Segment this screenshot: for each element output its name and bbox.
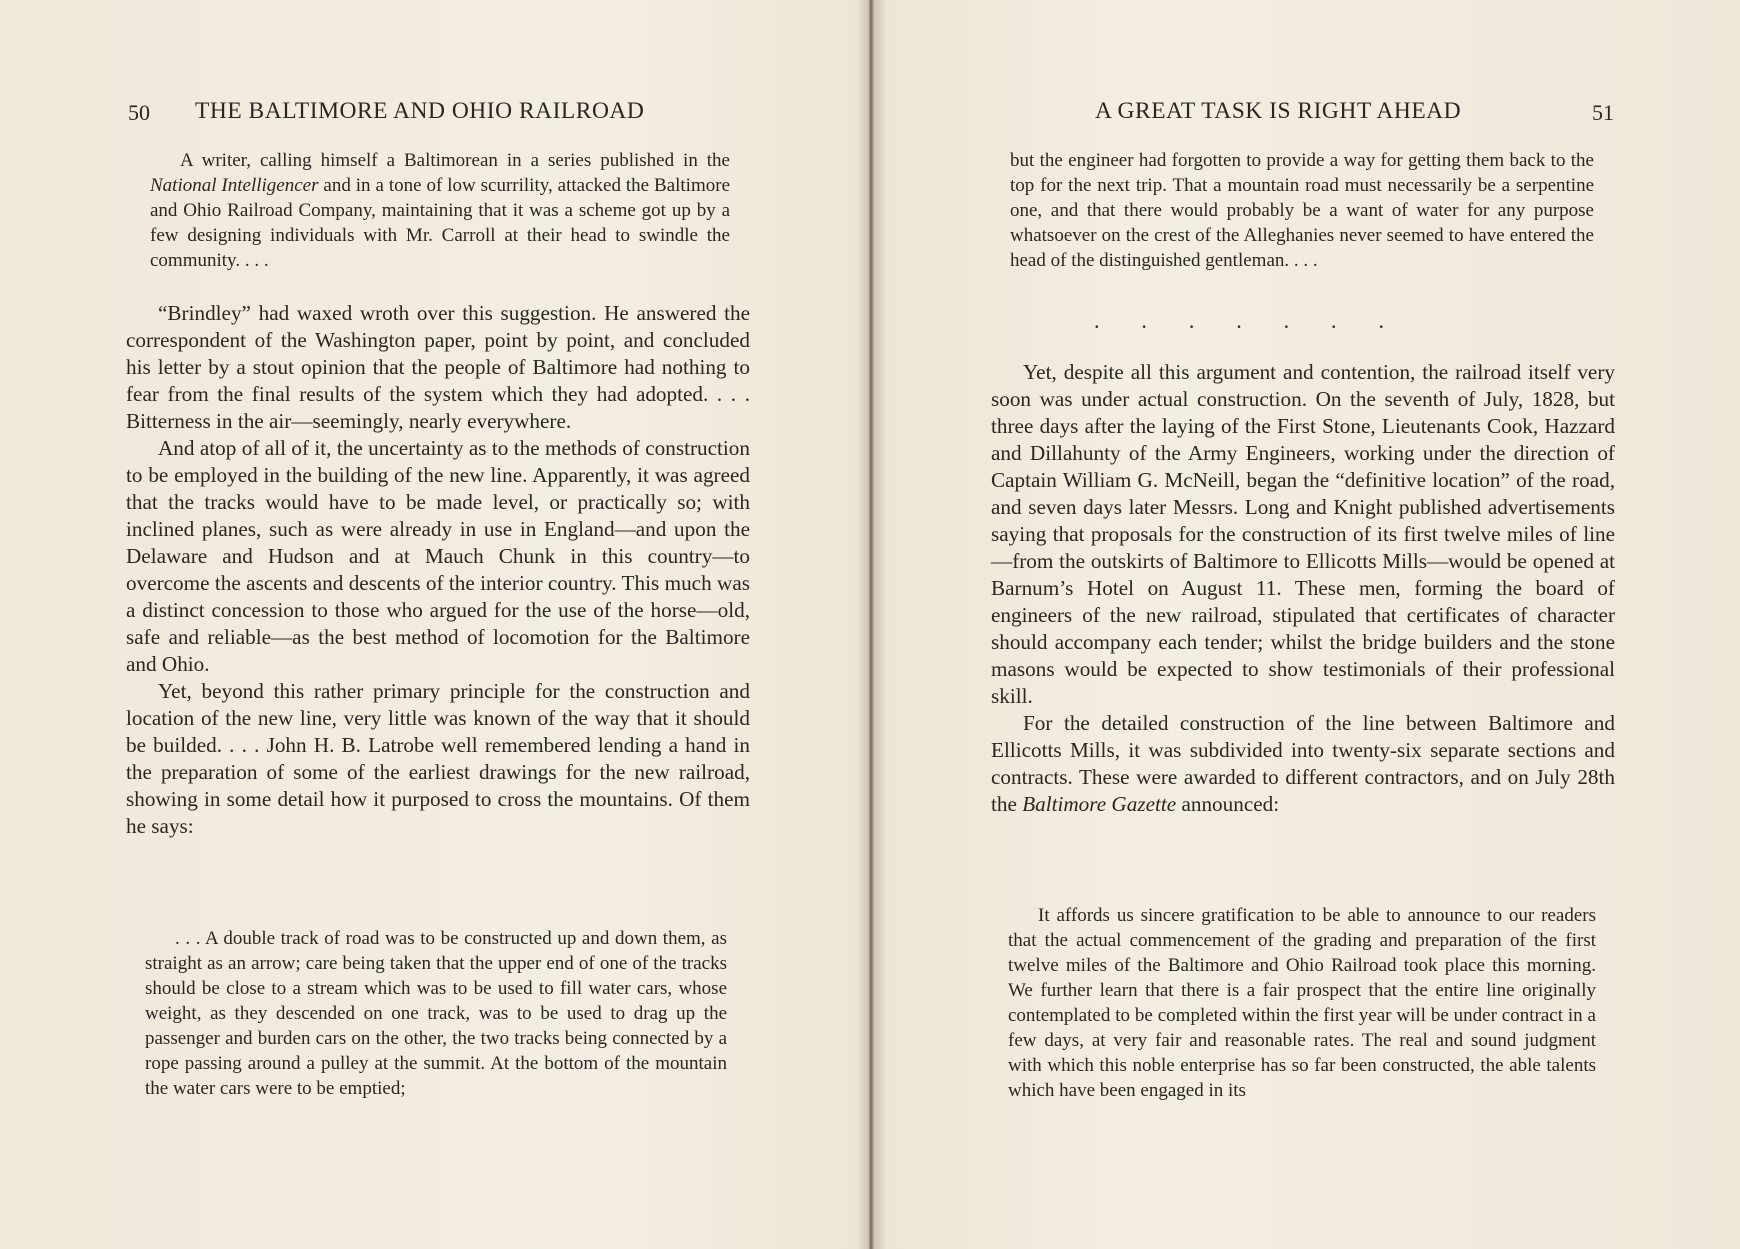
- italic-title: Baltimore Gazette: [1022, 792, 1177, 816]
- body-text-left: [126, 300, 750, 840]
- quote-continuation: but the engineer had forgotten to provide a way for getting them back to the top for the next trip. That a mountain road must necessarily be a serpentine one, and that there would probably be a want of water for any purpose whatsoever on the crest of the Alleghanies never seemed to have entered the head of the distinguished gentleman. . . .: [1010, 150, 1594, 271]
- body-text-right: [991, 359, 1615, 818]
- page-number-right: 51: [1592, 100, 1614, 125]
- dot: .: [1094, 308, 1100, 333]
- quote-text: A writer, calling himself a Baltimorean in a series published in the: [180, 150, 730, 171]
- quote-paragraph-latrobe: . . . A double track of road was to be constructed up and down them, as straight as an arrow; care being taken that the upper end of one of the tracks should be close to a stream which was to be used to fill water cars, whose weight, as they descended on one track, was to be used to drag up the passenger and burden cars on the other, the two tracks being connected by a rope passing around a pulley at the summit. At the bottom of the mountain the water cars were to be emptied;: [145, 928, 727, 1099]
- quote-paragraph-gazette: It affords us sincere gratification to be able to announce to our readers that the actual commencement of the grading and preparation of the first twelve miles of the Baltimore and Ohio Railroad took place this morning. We further learn that there is a fair prospect that the entire line originally contemplated to be completed within the first year will be under contract in a few days, at very fair and reasonable rates. The real and sound judgment with which this noble enterprise has so far been constructed, the able talents which have been engaged in its: [1008, 905, 1596, 1101]
- block-quote-2-right: [1008, 903, 1596, 1103]
- paragraph-text: announced:: [1176, 792, 1280, 816]
- block-quote-1-left: [150, 148, 730, 273]
- page-number-left: 50: [128, 100, 150, 125]
- italic-title: National Intelligencer: [150, 175, 319, 196]
- paragraph-yet-beyond: Yet, beyond this rather primary principle for the construction and location of the new line, very little was known of the way that it should be builded. . . . John H. B. Latrobe well remembered lending a hand in the preparation of some of the earliest drawings for the new railroad, showing in some detail how it purposed to cross the mountains. Of them he says:: [126, 679, 750, 838]
- paragraph-text: For the detailed construction of the line between Baltimore and Ellicotts Mills, it was subdivided into twenty-six separate sections and contracts. These were awarded to different contractors, and on July 28th the: [991, 711, 1615, 816]
- paragraph-detailed-construction: [991, 710, 1615, 818]
- dot: .: [1283, 308, 1290, 333]
- block-quote-2-left: [145, 926, 727, 1101]
- block-quote-1-right: [1010, 148, 1594, 273]
- dot: .: [1188, 308, 1195, 333]
- dot: .: [1236, 308, 1242, 333]
- running-head-left: THE BALTIMORE AND OHIO RAILROAD: [195, 98, 645, 124]
- paragraph-brindley: “Brindley” had waxed wroth over this suggestion. He answered the correspondent of the Washington paper, point by point, and concluded his letter by a stout opinion that the people of Baltimore had nothing to fear from the final results of the system which they had adopted. . . . Bitterness in the air—seemingly, nearly everywhere.: [126, 301, 750, 433]
- paragraph-atop: And atop of all of it, the uncertainty as to the methods of construction to be employed in the building of the new line. Apparently, it was agreed that the tracks would have to be made level, or practically so; with inclined planes, such as were already in use in England—and upon the Delaware and Hudson and at Mauch Chunk in this country—to overcome the ascents and descents of the interior country. This much was a distinct concession to those who argued for the use of the horse—old, safe and reliable—as the best method of locomotion for the Baltimore and Ohio.: [126, 436, 750, 676]
- dot: .: [1378, 308, 1384, 333]
- quote-text: and in a tone of low scurrility, attacked the Baltimore and Ohio Railroad Company, maintaining that it was a scheme got up by a few designing individuals with Mr. Carroll at their head to swindle the community. . . .: [150, 175, 730, 271]
- dot: .: [1331, 308, 1337, 333]
- running-head-right: A GREAT TASK IS RIGHT AHEAD: [1095, 98, 1462, 124]
- quote-paragraph: [150, 148, 730, 273]
- left-page: [0, 0, 868, 1249]
- dot: .: [1141, 308, 1147, 333]
- right-page: [872, 0, 1740, 1249]
- ellipsis-line: [1094, 308, 1384, 334]
- paragraph-yet-despite: Yet, despite all this argument and contention, the railroad itself very soon was under actual construction. On the seventh of July, 1828, but three days after the laying of the First Stone, Lieutenants Cook, Hazzard and Dillahunty of the Army Engineers, working under the direction of Captain William G. McNeill, began the “definitive location” of the road, and seven days later Messrs. Long and Knight published advertisements saying that proposals for the construction of its first twelve miles of line—from the outskirts of Baltimore to Ellicotts Mills—would be opened at Barnum’s Hotel on August 11. These men, forming the board of engineers of the new railroad, stipulated that certificates of character should accompany each tender; whilst the bridge builders and the stone masons would be expected to show testimonials of their professional skill.: [991, 360, 1615, 708]
